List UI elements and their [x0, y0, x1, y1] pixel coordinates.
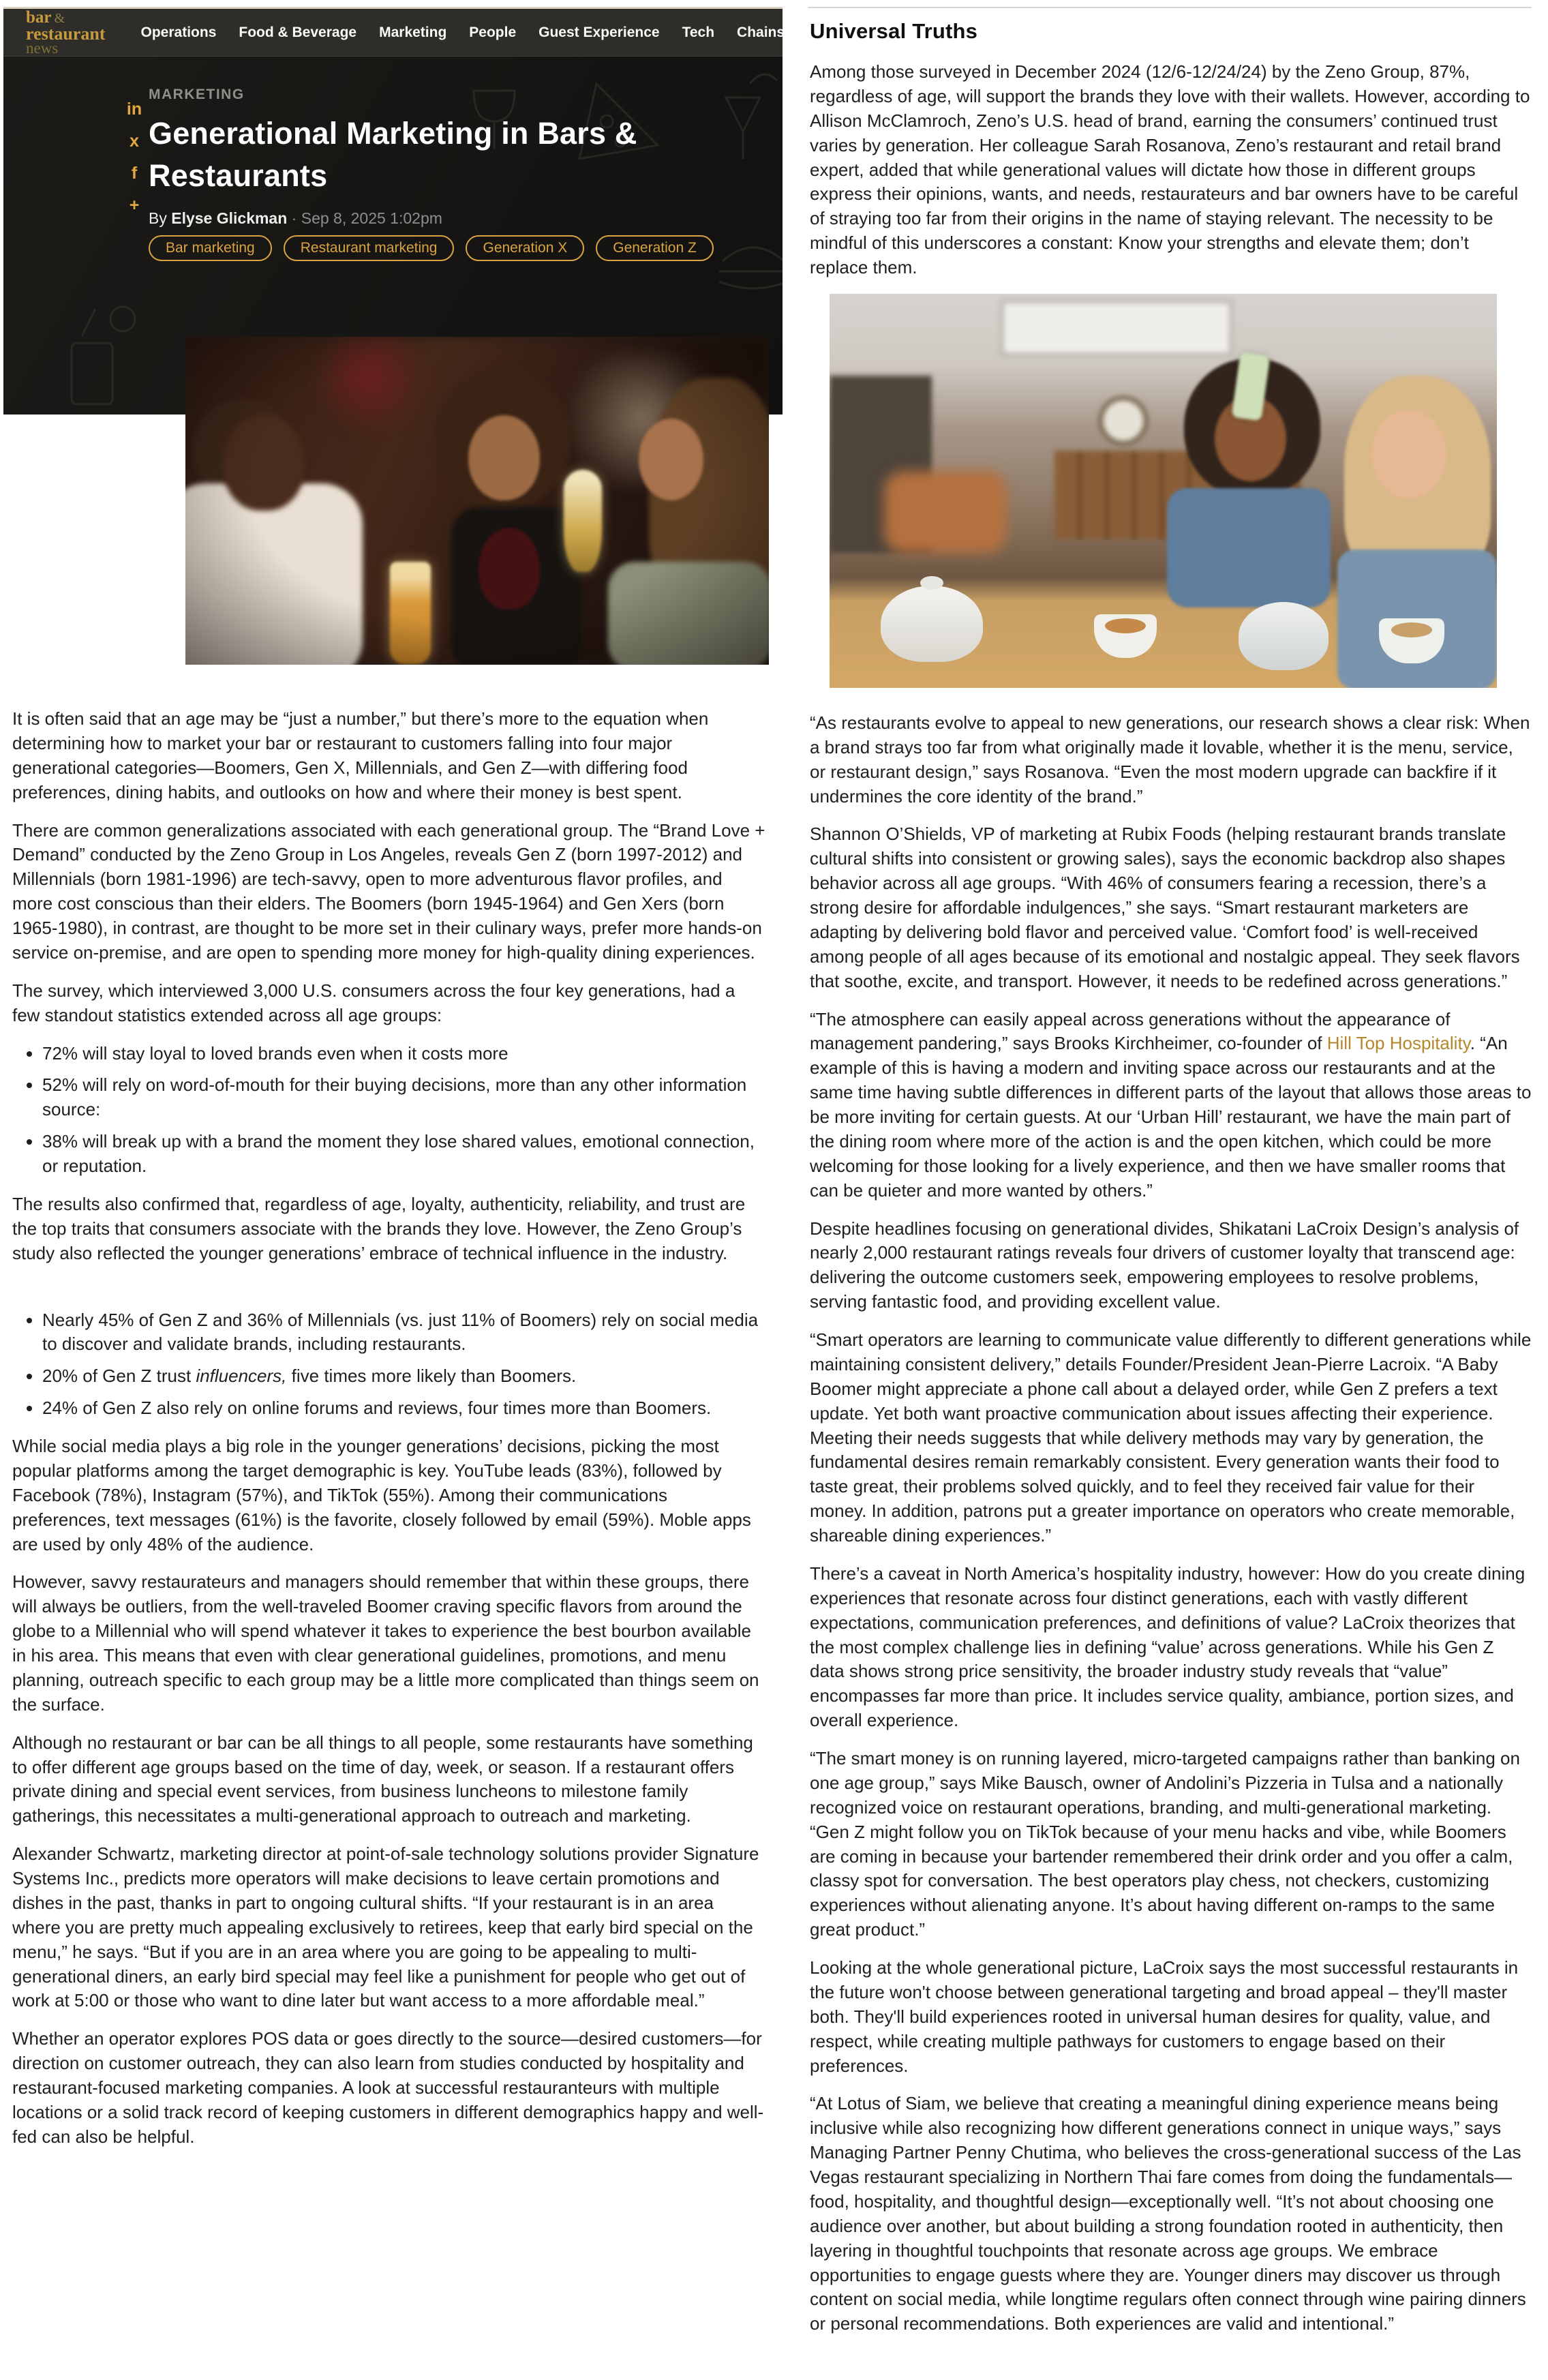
right-column: [808, 7, 1532, 2350]
italic-influencers: influencers,: [196, 1366, 287, 1387]
author-name[interactable]: Elyse Glickman: [171, 209, 288, 227]
paragraph: While social media plays a big role in the younger generations’ decisions, picking the most popular platforms among the target demographic is key. YouTube leads (83%), followed by Facebook (78%), Instagram (57%), and TikTok (55%). Among their communications preferences, text messages (61%) is the favorite, closely followed by email (59%). Moble apps are used by only 48% of the audience.: [12, 1436, 751, 1554]
photo-decor: [1167, 488, 1331, 607]
paragraph: Shannon O’Shields, VP of marketing at Rubix Foods (helping restaurant brands translate cultural shifts into consistent or growing sales), says the economic backdrop also shapes behavior across all age groups. “With 46% of consumers fearing a recession, there’s a strong desire for affordable indulgences,” she says. “Smart restaurant marketers are adapting by delivering bold flavor and perceived value. ‘Comfort food’ is well-received among people of all ages because of its emotional and nostalgic appeal. They seek flavors that soothe, excite, and transport. However, it needs to be redefined across generations.”: [810, 824, 1520, 991]
photo-decor: [1099, 396, 1148, 445]
share-plus-icon[interactable]: +: [129, 196, 140, 215]
logo-word-restaurant: restaurant: [26, 23, 106, 44]
paragraph: There are common generalizations associated with each generational group. The “Brand Love + Demand” conducted by the Zeno Group in Los Angeles, reveals Gen Z (born 1997-2012) and Millennials (born 1981-1996) are tech-savvy, open to more adventurous flavor profiles, and more cost conscious than their elders. The Boomers (born 1945-1964) and Gen Xers (born 1965-1980), in contrast, are thought to be more set in their culinary ways, prefer more hands-on service on-premise, and are open to spending more money for high-quality dining experiences.: [12, 819, 765, 963]
logo-word-news: news: [26, 39, 59, 57]
photo-decor: [185, 337, 769, 665]
paragraph: Although no restaurant or bar can be all things to all people, some restaurants have something to offer different age groups based on the time of day, week, or season. If a restaurant offers private dining and special event services, from business luncheons to milestone family gatherings, this necessitates a multi-generational approach to outreach and marketing.: [12, 1732, 753, 1826]
survey-stats-list: [12, 1042, 767, 1179]
photo-decor: [1105, 618, 1146, 633]
publish-date: Sep 8, 2025 1:02pm: [301, 209, 442, 227]
list-item: • 38% will break up with a brand the moment they lose shared values, emotional connection, or reputation.: [42, 1130, 767, 1179]
tag-restaurant-marketing[interactable]: Restaurant marketing: [284, 235, 455, 261]
paragraph: Looking at the whole generational picture, LaCroix says the most successful restaurants in the future won't choose between generational targeting and broad appeal – they'll master both. They'll build experiences rooted in universal human desires for quality, value, and respect, while creating multiple pathways for customers to engage based on their preferences.: [810, 1957, 1519, 2076]
photo-decor: [884, 471, 1007, 553]
nav-item-operations[interactable]: Operations: [140, 24, 217, 40]
hero-photo-friends-toasting: [185, 337, 769, 665]
photo-decor: [881, 586, 983, 662]
lemonade-doodle-icon: [72, 307, 135, 404]
byline-separator: ·: [291, 209, 297, 227]
paragraph: Despite headlines focusing on generational divides, Shikatani LaCroix Design’s analysis of nearly 2,000 restaurant ratings reveals four drivers of customer loyalty that transcend age: delivering the outcome customers seek, empowering employees to resolve problems, serving fantastic food, and providing excellent value.: [810, 1218, 1519, 1312]
photo-women-selfie-cafe: [830, 294, 1497, 688]
tag-generation-z[interactable]: Generation Z: [596, 235, 714, 261]
tag-list: [149, 235, 714, 261]
x-twitter-icon[interactable]: x: [130, 132, 139, 151]
site-logo[interactable]: [26, 7, 106, 57]
paragraph: There’s a caveat in North America’s hospitality industry, however: How do you create dining experiences that resonate across four distinct generations, each with vastly different expectations, communication preferences, and definitions of value? LaCroix theorizes that the most complex challenge lies in defining “value’ across generations. While his Gen Z data shows strong price sensitivity, the broader industry study reveals that “value” encompasses far more than price. It includes service quality, ambiance, portion sizes, and overall experience.: [810, 1563, 1526, 1731]
paragraph: Among those surveyed in December 2024 (12/6-12/24/24) by the Zeno Group, 87%, regardless of age, will support the brands they love with their wallets. However, according to Allison McClamroch, Zeno’s U.S. head of brand, earning the consumers’ continued trust varies by generation. Her colleague Sarah Rosanova, Zeno’s restaurant and retail brand expert, added that while generational values will dictate how those in different groups express their opinions, wants, and needs, restaurateurs and bar owners have to be careful of straying too far from their origins in the name of staying relevant. The necessity to be mindful of this underscores a constant: Know your strengths and elevate them; don’t replace them.: [810, 61, 1530, 277]
paragraph: Whether an operator explores POS data or goes directly to the source—desired customers—for direction on customer outreach, they can also learn from studies conducted by hospitality and restaurant-focused marketing companies. A look at successful restauranteurs with multiple locations or a solid track record of keeping customers in different demographics happy and well-fed can also be helpful.: [12, 2028, 764, 2147]
tag-generation-x[interactable]: Generation X: [466, 235, 584, 261]
byline: [149, 209, 442, 228]
paragraph: The survey, which interviewed 3,000 U.S. consumers across the four key generations, had a few standout statistics extended across all age groups:: [12, 980, 735, 1025]
hill-top-hospitality-link[interactable]: Hill Top Hospitality: [1326, 1033, 1470, 1054]
nav-item-marketing[interactable]: Marketing: [379, 24, 447, 40]
paragraph: Alexander Schwartz, marketing director at point-of-sale technology solutions provider Signature Systems Inc., predicts more operators will make decisions to leave certain promotions and dishes in the past, thanks in part to ongoing cultural shifts. “If your restaurant is in an area where you are pretty much appealing exclusively to retirees, keep that early bird special on the menu,” he says. “But if you are in an area where you are going to be appealing to multi-generational diners, an early bird special may feel like a punishment for people who get out of work at 5:00 or those who want to dine later but want access to a more affordable meal.”: [12, 1843, 759, 2011]
paragraph: “The smart money is on running layered, micro-targeted campaigns rather than banking on one age group,” says Mike Bausch, owner of Andolini’s Pizzeria in Tulsa and a nationally recognized voice on restaurant operations, branding, and multi-generational marketing. “Gen Z might follow you on TikTok because of your menu hacks and vibe, while Boomers are coming in because your bartender remembered their drink order and you offer a calm, classy spot for conversation. The best operators play chess, not checkers, customizing experiences without alienating anyone. It’s about having different on-ramps to the same great product.”: [810, 1748, 1520, 1940]
nav-item-tech[interactable]: Tech: [682, 24, 715, 40]
paragraph: It is often said that an age may be “just a number,” but there’s more to the equation when determining how to market your bar or restaurant to customers falling into four major generational categories—Boomers, Gen X, Millennials, and Gen Z—with differing food preferences, dining habits, and outlooks on how and where their money is best spent.: [12, 708, 709, 802]
cocktail-umbrella-doodle-icon: [726, 74, 777, 159]
category-label[interactable]: MARKETING: [149, 87, 245, 102]
list-item: • 20% of Gen Z trust influencers, five times more likely than Boomers.: [42, 1364, 767, 1389]
paragraph: The results also confirmed that, regardless of age, loyalty, authenticity, reliability, and trust are the top traits that consumers associate with the brands they love. However, the Zeno Group’s study also reflected the younger generations’ embrace of technical influence in the industry.: [12, 1193, 746, 1263]
left-column: [3, 7, 785, 2147]
photo-decor: [920, 576, 943, 590]
nav-item-people[interactable]: People: [469, 24, 517, 40]
list-item: • Nearly 45% of Gen Z and 36% of Millennials (vs. just 11% of Boomers) rely on social media to discover and validate brands, including restaurants.: [42, 1308, 767, 1357]
nav-menu: [141, 25, 785, 41]
genz-stats-list: [12, 1308, 767, 1421]
photo-decor: [1391, 622, 1432, 637]
linkedin-icon[interactable]: in: [126, 100, 142, 119]
burger-doodle-icon: [719, 247, 783, 288]
logo-word-bar: bar: [26, 7, 52, 27]
list-item: • 72% will stay loyal to loved brands even when it costs more: [42, 1042, 767, 1066]
paragraph: “The atmosphere can easily appeal across generations without the appearance of management pandering,” says Brooks Kirchheimer, co-founder of Hill Top Hospitality. “An example of this is having a modern and inviting space across our restaurants and at the same time having subtle differences in different parts of the layout that allows those areas to be more inviting for certain guests. At our ‘Urban Hill’ restaurant, we have the main part of the dining room where more of the action is and the open kitchen, which could be more welcoming for those looking for a lively experience, and then we have smaller rooms that can be quieter and more wanted by others.”: [810, 1008, 1532, 1201]
nav-item-food-beverage[interactable]: Food & Beverage: [239, 24, 357, 40]
photo-decor: [1371, 410, 1446, 498]
facebook-icon[interactable]: f: [131, 164, 138, 183]
page-title: Generational Marketing in Bars & Restaurants: [149, 116, 637, 193]
photo-decor: [1239, 602, 1329, 670]
logo-ampersand: &: [54, 10, 65, 26]
paragraph: “Smart operators are learning to communicate value differently to different generations while maintaining consistent delivery,” details Founder/President Jean-Pierre Lacroix. “A Baby Boomer might appreciate a phone call about a delayed order, while Gen Z prefers a text update. Yet both want proactive communication about issues affecting their experience. Meeting their needs suggests that while delivery methods may vary by generation, the fundamental desires remain remarkably consistent. Every generation wants their food to taste great, their problems solved quickly, and to feel they received fair value for their money. In addition, patrons put a greater importance on operators who create memorable, shareable dining experiences.”: [810, 1329, 1532, 1546]
section-heading-universal-truths: Universal Truths: [810, 19, 978, 43]
byline-prefix: By: [149, 209, 167, 227]
photo-decor: [1000, 299, 1233, 357]
list-item: • 24% of Gen Z also rely on online forums and reviews, four times more than Boomers.: [42, 1396, 767, 1421]
top-navbar: [3, 9, 783, 57]
paragraph: “As restaurants evolve to appeal to new generations, our research shows a clear risk: When a brand strays too far from what originally made it lovable, whether it is the menu, service, or restaurant design,” says Rosanova. “Even the most modern upgrade can backfire if it undermines the core identity of the brand.”: [810, 712, 1530, 807]
nav-item-guest-experience[interactable]: Guest Experience: [538, 24, 660, 40]
article-body-left: [12, 707, 767, 2163]
paragraph: “At Lotus of Siam, we believe that creating a meaningful dining experience means being inclusive while also recognizing how different generations connect in unique ways,” says Managing Partner Penny Chutima, who believes the cross-generational success of the Las Vegas restaurant specializing in Northern Thai fare comes from doing the fundamentals—food, hospitality, and thoughtful design—exceptionally well. “It’s not about choosing one audience over another, but about building a strong foundation rooted in authenticity, then layering in thoughtful touchpoints that resonate across age groups. We embrace opportunities to engage guests where they are. Younger diners may discover us through content on social media, while longtime regulars often connect through wine pairing dinners or personal recommendations. Both experiences are valid and intentional.”: [810, 2093, 1526, 2334]
paragraph: However, savvy restaurateurs and managers should remember that within these groups, there will always be outliers, from the well-traveled Boomer craving specific flavors from around the globe to a Millennial who will spend whatever it takes to experience the best bourbon available in his area. This means that even with clear generational guidelines, promotions, and menu planning, outreach specific to each group may be a little more complicated than things seem on the surface.: [12, 1571, 759, 1715]
list-item: • 52% will rely on word-of-mouth for their buying decisions, more than any other information source:: [42, 1073, 767, 1122]
tag-bar-marketing[interactable]: Bar marketing: [149, 235, 272, 261]
nav-item-chains[interactable]: Chains: [737, 24, 785, 40]
share-buttons: [121, 100, 148, 214]
